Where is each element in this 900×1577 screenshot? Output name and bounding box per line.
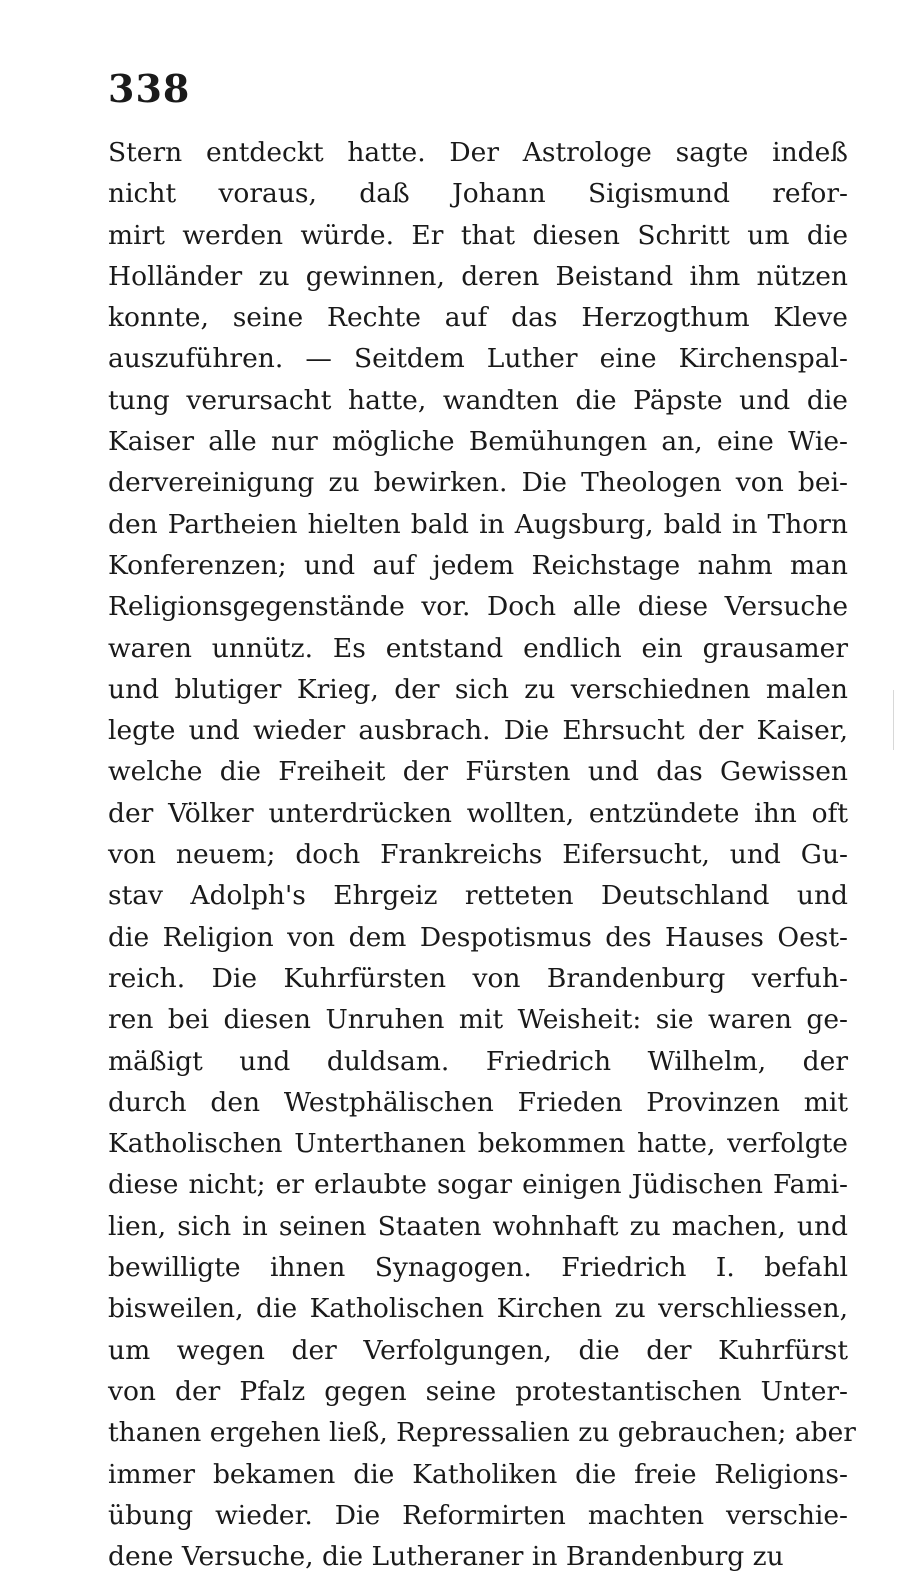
text-line: bisweilen, die Katholischen Kirchen zu verschliessen, [108, 1293, 848, 1325]
text-line: übung wieder. Die Reformirten machten verschie- [108, 1499, 848, 1531]
text-line: ren bei diesen Unruhen mit Weisheit: sie waren ge- [108, 1004, 848, 1036]
text-line: lien, sich in seinen Staaten wohnhaft zu machen, und [108, 1210, 848, 1242]
text-line: Katholischen Unterthanen bekommen hatte, verfolgte [108, 1128, 848, 1160]
text-line: Holländer zu gewinnen, deren Beistand ihm nützen [108, 260, 848, 292]
text-line: von der Pfalz gegen seine protestantischen Unter- [108, 1375, 848, 1407]
text-line: konnte, seine Rechte auf das Herzogthum Kleve [108, 302, 848, 334]
text-line: reich. Die Kuhrfürsten von Brandenburg verfuh- [108, 962, 848, 994]
body-text [108, 132, 856, 1577]
text-line: dene Versuche, die Lutheraner in Brandenburg zu [108, 1541, 784, 1573]
text-line: Konferenzen; und auf jedem Reichstage nahm man [108, 549, 848, 581]
text-line: Stern entdeckt hatte. Der Astrologe sagte indeß [108, 137, 848, 168]
text-line: den Partheien hielten bald in Augsburg, bald in Thorn [108, 508, 848, 540]
text-line: die Religion von dem Despotismus des Hauses Oest- [108, 921, 848, 953]
text-line: von neuem; doch Frankreichs Eifersucht, und Gu- [108, 839, 848, 871]
text-line: bewilligte ihnen Synagogen. Friedrich I. befahl [108, 1252, 848, 1284]
text-line: Religionsgegenstände vor. Doch alle diese Versuche [108, 591, 848, 623]
text-line: der Völker unterdrücken wollten, entzündete ihn oft [108, 797, 848, 829]
text-line: stav Adolph's Ehrgeiz retteten Deutschland und [108, 880, 848, 912]
text-line: um wegen der Verfolgungen, die der Kuhrfürst [108, 1334, 848, 1366]
page-edge-mark [893, 690, 894, 750]
text-line: mirt werden würde. Er that diesen Schritt um die [108, 219, 848, 251]
text-line: mäßigt und duldsam. Friedrich Wilhelm, der [108, 1045, 848, 1077]
text-line: diese nicht; er erlaubte sogar einigen Jüdischen Fami- [108, 1169, 848, 1201]
text-line: legte und wieder ausbrach. Die Ehrsucht der Kaiser, [108, 715, 848, 747]
text-line: immer bekamen die Katholiken die freie Religions- [108, 1458, 848, 1490]
text-line: Kaiser alle nur mögliche Bemühungen an, eine Wie- [108, 426, 848, 458]
page-number: 338 [108, 66, 191, 111]
text-line: und blutiger Krieg, der sich zu verschiednen malen [108, 673, 848, 705]
text-line: tung verursacht hatte, wandten die Päpste und die [108, 384, 848, 416]
text-line: welche die Freiheit der Fürsten und das Gewissen [108, 756, 848, 788]
text-line: dervereinigung zu bewirken. Die Theologen von bei- [108, 467, 848, 499]
text-line: durch den Westphälischen Frieden Provinzen mit [108, 1086, 848, 1118]
text-line: thanen ergehen ließ, Repressalien zu gebrauchen; aber [108, 1417, 856, 1449]
text-line: waren unnütz. Es entstand endlich ein grausamer [108, 632, 848, 664]
text-line: auszuführen. — Seitdem Luther eine Kirchenspal- [108, 343, 848, 375]
text-line: nicht voraus, daß Johann Sigismund refor- [108, 178, 848, 210]
